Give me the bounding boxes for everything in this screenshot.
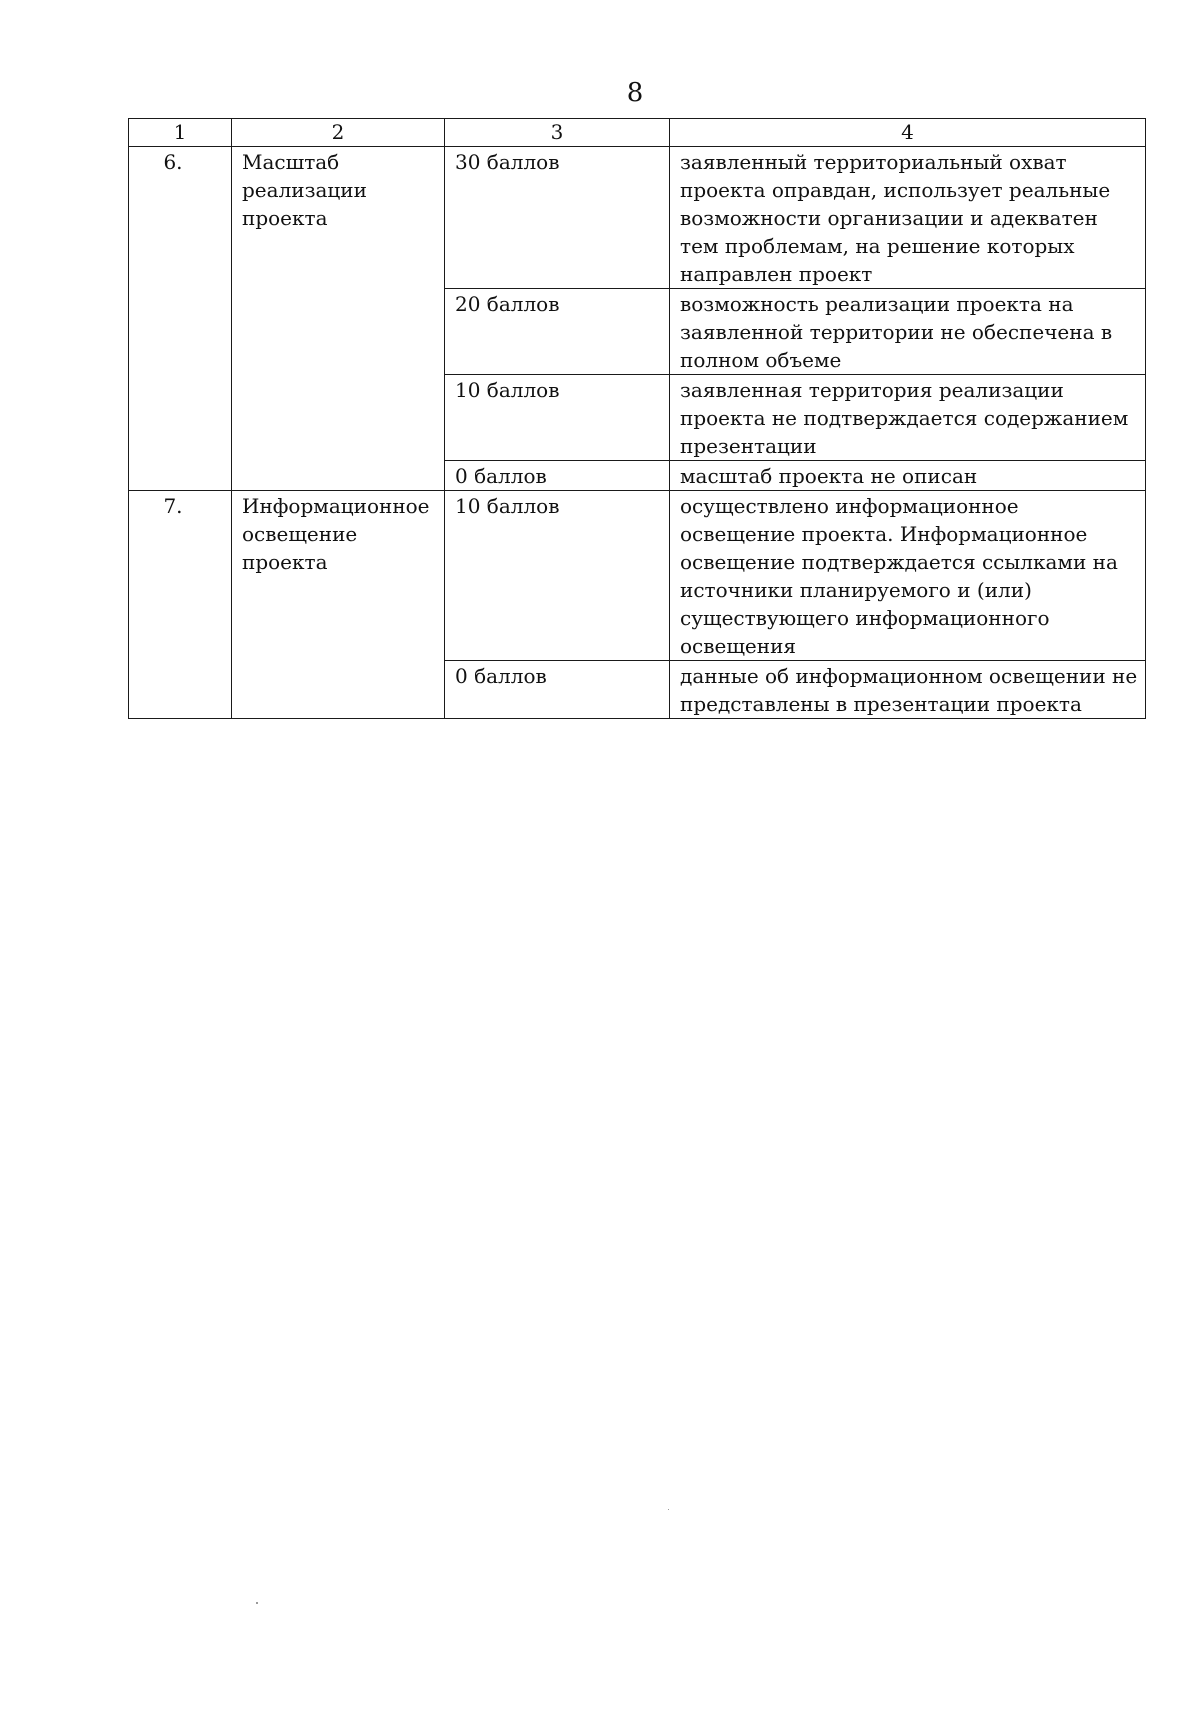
criterion-name: Информационное освещение проекта <box>232 491 445 719</box>
description-cell: масштаб проекта не описан <box>670 461 1146 491</box>
column-header-1: 1 <box>129 119 232 147</box>
column-header-2: 2 <box>232 119 445 147</box>
score-cell: 0 баллов <box>445 461 670 491</box>
score-cell: 20 баллов <box>445 289 670 375</box>
criterion-number: 7. <box>129 491 232 719</box>
description-cell: осуществлено информационное освещение проекта. Информационное освещение подтверждается ссылками на источники планируемого и (или) существующего информационного освещения <box>670 491 1146 661</box>
score-cell: 10 баллов <box>445 491 670 661</box>
criterion-name: Масштаб реализации проекта <box>232 147 445 491</box>
description-cell: заявленный территориальный охват проекта оправдан, использует реальные возможности организации и адекватен тем проблемам, на решение которых направлен проект <box>670 147 1146 289</box>
score-cell: 30 баллов <box>445 147 670 289</box>
description-cell: заявленная территория реализации проекта не подтверждается содержанием презентации <box>670 375 1146 461</box>
scan-speck <box>668 1509 669 1510</box>
criterion-number: 6. <box>129 147 232 491</box>
score-cell: 0 баллов <box>445 661 670 719</box>
column-header-4: 4 <box>670 119 1146 147</box>
scan-speck <box>256 1602 258 1604</box>
score-cell: 10 баллов <box>445 375 670 461</box>
evaluation-criteria-table <box>128 118 1146 719</box>
description-cell: возможность реализации проекта на заявленной территории не обеспечена в полном объеме <box>670 289 1146 375</box>
table-header-row <box>129 119 1146 147</box>
description-cell: данные об информационном освещении не представлены в презентации проекта <box>670 661 1146 719</box>
page-number: 8 <box>626 78 644 108</box>
column-header-3: 3 <box>445 119 670 147</box>
table-row <box>129 147 1146 289</box>
table-row <box>129 491 1146 661</box>
